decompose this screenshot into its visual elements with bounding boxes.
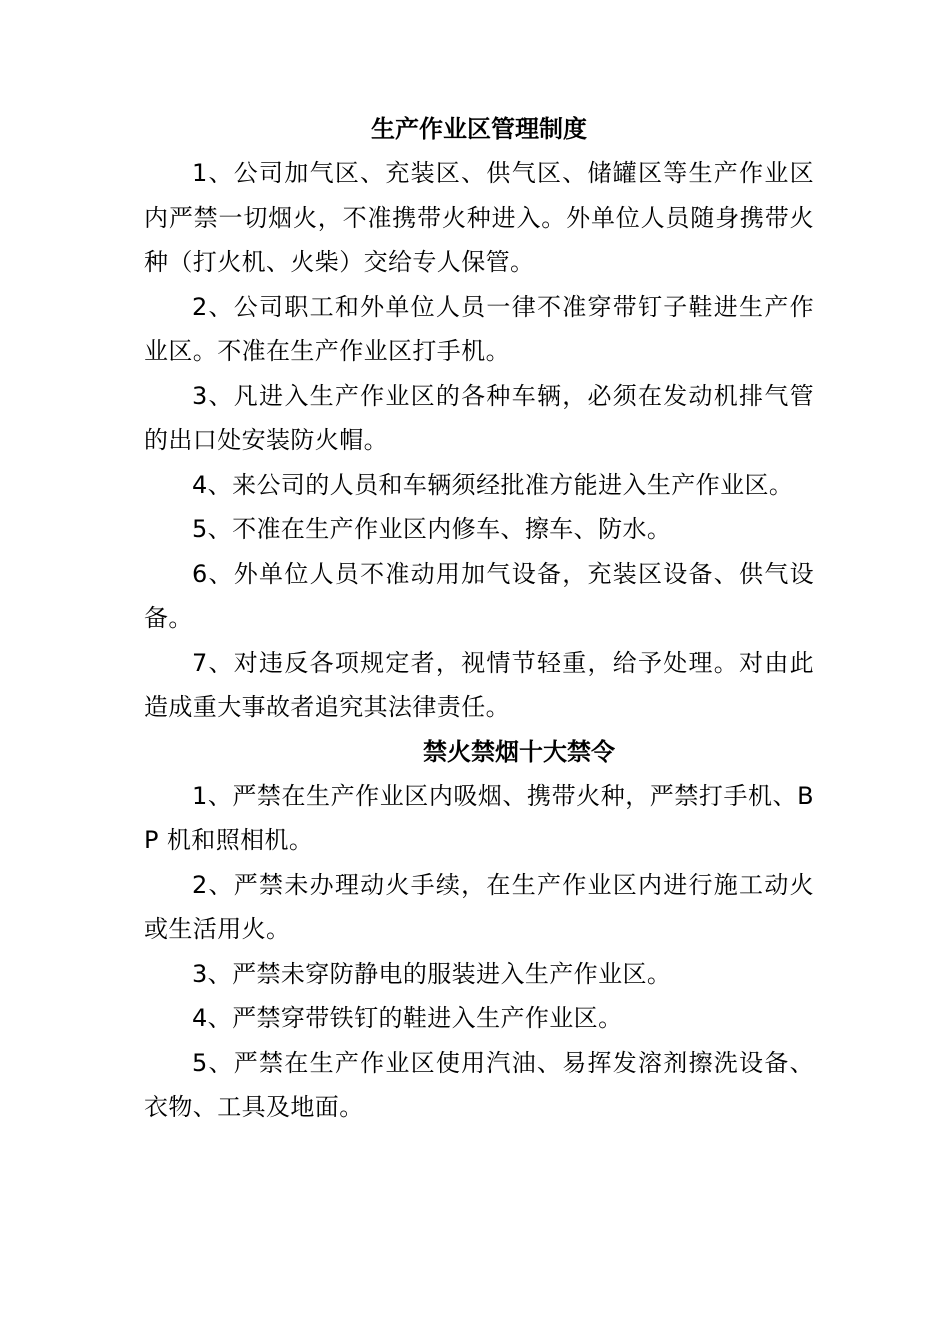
section2-item-2: 2、严禁未办理动火手续，在生产作业区内进行施工动火或生活用火。 (144, 870, 814, 943)
section1-item-1: 1、公司加气区、充装区、供气区、储罐区等生产作业区内严禁一切烟火，不准携带火种进入。外单位人员随身携带火种（打火机、火柴）交给专人保管。 (144, 159, 814, 276)
section2-item-5: 5、严禁在生产作业区使用汽油、易挥发溶剂擦洗设备、衣物、工具及地面。 (144, 1048, 814, 1121)
section1-item-7: 7、对违反各项规定者，视情节轻重，给予处理。对由此造成重大事故者追究其法律责任。 (144, 648, 814, 721)
section1-list (144, 151, 814, 730)
section1-item-6: 6、外单位人员不准动用加气设备，充装区设备、供气设备。 (144, 559, 814, 632)
section1-item-2: 2、公司职工和外单位人员一律不准穿带钉子鞋进生产作业区。不准在生产作业区打手机。 (144, 292, 814, 365)
section1-item-3: 3、凡进入生产作业区的各种车辆，必须在发动机排气管的出口处安装防火帽。 (144, 381, 814, 454)
section2-list (144, 774, 814, 1130)
section2-item-3: 3、严禁未穿防静电的服装进入生产作业区。 (192, 959, 672, 988)
section1-item-5: 5、不准在生产作业区内修车、擦车、防水。 (192, 515, 672, 543)
section2-item-1: 1、严禁在生产作业区内吸烟、携带火种，严禁打手机、BP 机和照相机。 (144, 781, 814, 854)
section2-title: 禁火禁烟十大禁令 (423, 737, 615, 766)
section1-item-4: 4、来公司的人员和车辆须经批准方能进入生产作业区。 (192, 470, 794, 499)
section1-title: 生产作业区管理制度 (371, 115, 587, 143)
section2-item-4: 4、严禁穿带铁钉的鞋进入生产作业区。 (192, 1004, 623, 1032)
document-page (144, 107, 814, 1130)
